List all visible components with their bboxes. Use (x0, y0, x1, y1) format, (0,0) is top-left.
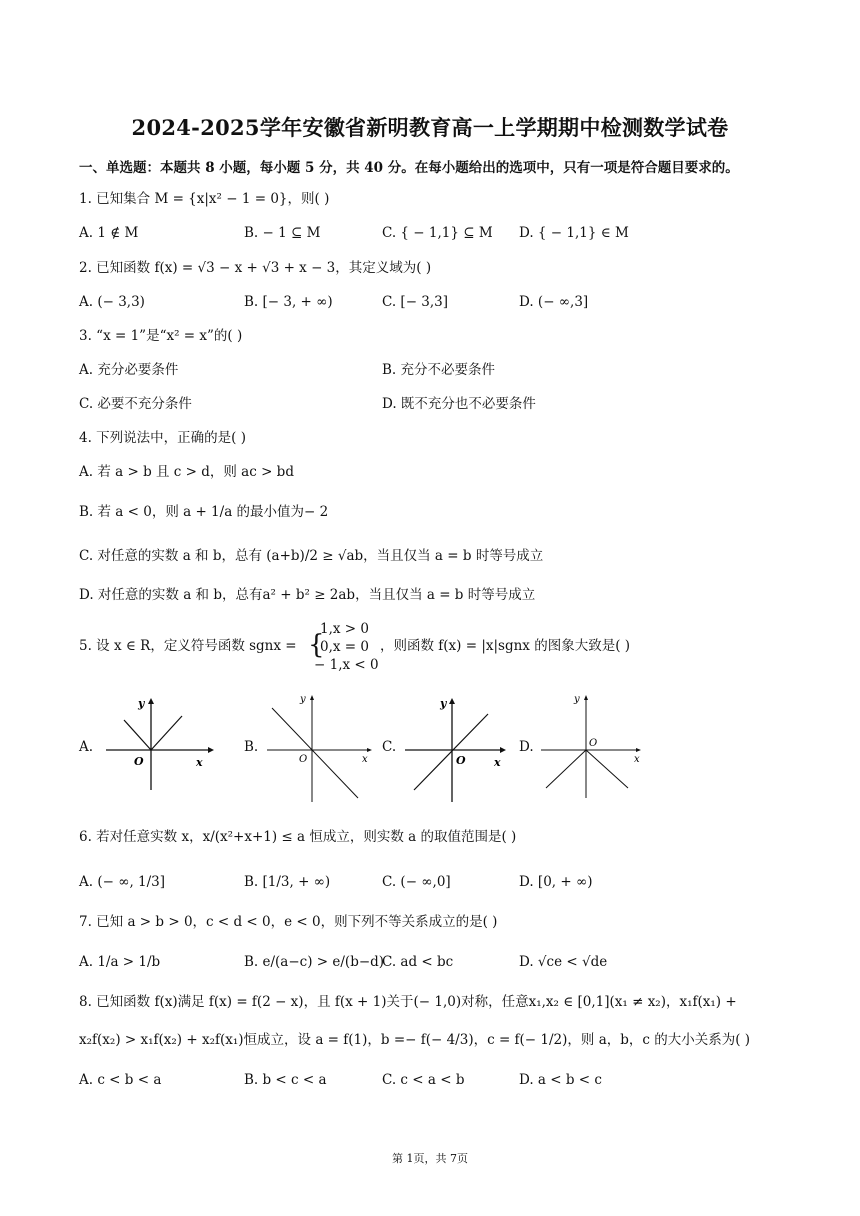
q5-label-d: D. (519, 739, 534, 755)
q5d-x-label: x (634, 754, 640, 765)
q2-option-b: B. [− 3, + ∞) (244, 294, 333, 310)
q8-option-d: D. a < b < c (519, 1072, 602, 1088)
page-footer: 第 1页，共 7页 (392, 1152, 468, 1165)
q5c-y-label: y (440, 697, 447, 710)
q8-stem-line2: x₂f(x₂) > x₁f(x₂) + x₂f(x₁)恒成立，设 a = f(1)，b =− f(− 4/3)，c = f(− 1/2)，则 a，b，c 的大小关系为( ) (79, 1032, 751, 1048)
q1-option-d: D. { − 1,1} ∈ M (519, 225, 629, 241)
q1-stem: 1. 已知集合 M = {x|x² − 1 = 0}，则( ) (79, 191, 330, 207)
q5-label-a: A. (79, 739, 94, 755)
q3-stem: 3. “x = 1”是“x² = x”的( ) (79, 328, 243, 344)
q4-option-a: A. 若 a > b 且 c > d，则 ac > bd (79, 464, 294, 480)
q5b-origin-label: O (299, 754, 308, 765)
q5b-x-label: x (362, 754, 368, 765)
q6-stem: 6. 若对任意实数 x，x/(x²+x+1) ≤ a 恒成立，则实数 a 的取值范围是( ) (79, 829, 517, 845)
q6-option-a: A. (− ∞, 1/3] (79, 874, 166, 890)
q4-option-d: D. 对任意的实数 a 和 b，总有a² + b² ≥ 2ab，当且仅当 a = b 时等号成立 (79, 587, 536, 603)
q5a-x-label: x (196, 756, 203, 769)
q2-option-d: D. (− ∞,3] (519, 294, 589, 310)
q5a-y-label: y (138, 697, 145, 710)
q4-option-c: C. 对任意的实数 a 和 b，总有 (a+b)/2 ≥ √ab，当且仅当 a = b 时等号成立 (79, 548, 544, 564)
q5d-origin-label: O (589, 738, 598, 749)
q2-stem: 2. 已知函数 f(x) = √3 − x + √3 + x − 3，其定义域为( ) (79, 260, 432, 276)
q3-option-b: B. 充分不必要条件 (382, 362, 496, 378)
q5-label-c: C. (382, 739, 397, 755)
exam-title: 2024-2025学年安徽省新明教育高一上学期期中检测数学试卷 (131, 115, 729, 140)
q5a-origin-label: O (134, 755, 144, 768)
q6-option-b: B. [1/3, + ∞) (244, 874, 331, 890)
q6-option-d: D. [0, + ∞) (519, 874, 593, 890)
q6-option-c: C. (− ∞,0] (382, 874, 451, 890)
q5d-y-label: y (574, 694, 580, 705)
section-heading: 一、单选题：本题共 8 小题，每小题 5 分，共 40 分。在每小题给出的选项中，只有一项是符合题目要求的。 (79, 160, 739, 176)
q5-case-2: 0,x = 0 (320, 639, 369, 655)
q5-graph-b (262, 690, 377, 805)
q3-option-c: C. 必要不充分条件 (79, 396, 192, 412)
q5-graph-a (96, 690, 216, 800)
q5c-origin-label: O (456, 754, 466, 767)
q5b-y-label: y (300, 694, 306, 705)
q8-option-a: A. c < b < a (79, 1072, 162, 1088)
q5-brace: { (308, 630, 325, 660)
q8-stem-line1: 8. 已知函数 f(x)满足 f(x) = f(2 − x)，且 f(x + 1)关于(− 1,0)对称，任意x₁,x₂ ∈ [0,1](x₁ ≠ x₂)，x₁f(x₁) + (79, 994, 737, 1010)
q1-option-a: A. 1 ∉ M (79, 225, 139, 241)
q8-option-b: B. b < c < a (244, 1072, 327, 1088)
q3-option-d: D. 既不充分也不必要条件 (382, 396, 536, 412)
q5-case-1: 1,x > 0 (320, 621, 369, 637)
q5-label-b: B. (244, 739, 259, 755)
q5-stem-end: ，则函数 f(x) = |x|sgnx 的图象大致是( ) (380, 638, 631, 654)
q8-option-c: C. c < a < b (382, 1072, 465, 1088)
q5-graph-c (400, 690, 515, 805)
q5-stem-start: 5. 设 x ∈ R，定义符号函数 sgnx = (79, 638, 297, 654)
q4-option-b: B. 若 a < 0，则 a + 1/a 的最小值为− 2 (79, 504, 329, 520)
q7-option-b: B. e/(a−c) > e/(b−d) (244, 954, 385, 970)
q4-stem: 4. 下列说法中，正确的是( ) (79, 430, 246, 446)
q5-graph-d (536, 690, 651, 805)
q7-option-a: A. 1/a > 1/b (79, 954, 161, 970)
q7-option-d: D. √ce < √de (519, 954, 608, 970)
q3-option-a: A. 充分必要条件 (79, 362, 179, 378)
q1-option-c: C. { − 1,1} ⊆ M (382, 225, 493, 241)
q5c-x-label: x (494, 756, 501, 769)
q1-option-b: B. − 1 ⊆ M (244, 225, 321, 241)
q2-option-c: C. [− 3,3] (382, 294, 449, 310)
q2-option-a: A. (− 3,3) (79, 294, 145, 310)
q5-case-3: − 1,x < 0 (314, 657, 379, 673)
q7-stem: 7. 已知 a > b > 0，c < d < 0，e < 0，则下列不等关系成立的是( ) (79, 914, 498, 930)
q7-option-c: C. ad < bc (382, 954, 454, 970)
